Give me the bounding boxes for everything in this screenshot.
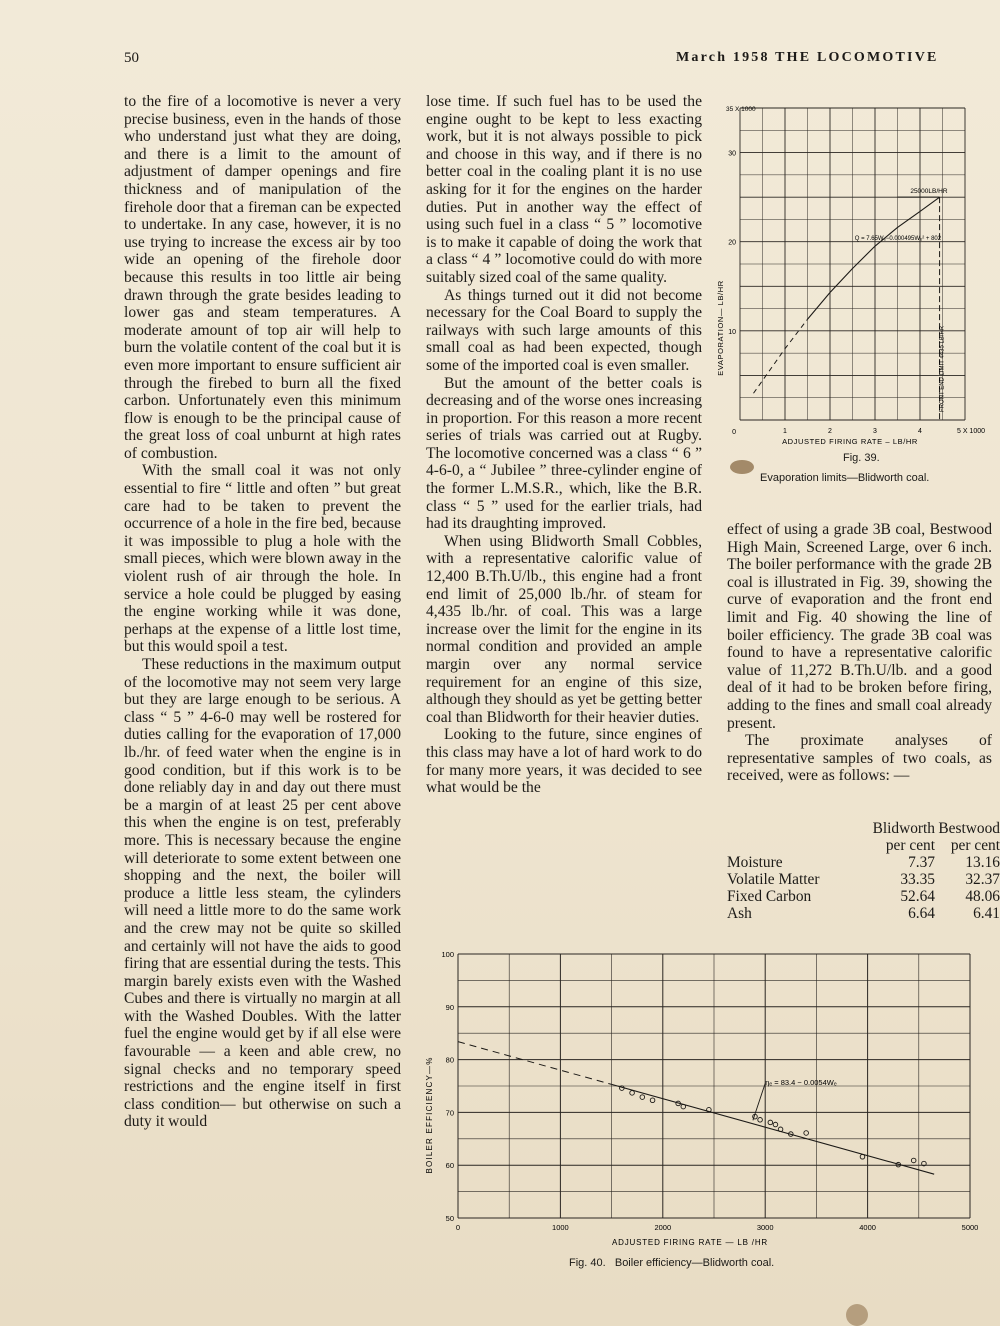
row-label: Moisture [727,854,783,871]
fig40-data-point [911,1158,916,1163]
fig40-equation-annotation: ηₑ = 83.4 − 0.0054Wₑ [765,1077,837,1087]
fig40-data-point [630,1091,635,1096]
text-column-3 [727,521,992,785]
paragraph: Looking to the future, since engines of this class may have a lot of hard work to do for many more years, it was decided to see what would be the [426,726,702,797]
fig39-curve-dashed [754,319,808,393]
paragraph: lose time. If such fuel has to be used the engine ought to be kept to less exacting work, but it is not always possible to pick and choose in this way, and if there is no better coal in the coaling plant it is no use asking for it for the engines on the harder duties. Put in another way the effect of using such fuel in a class “ 5 ” locomotive is to make it capable of doing the work that a class “ 4 ” locomotive could do with more suitably sized coal of the same quality. [426,93,702,286]
fig40-x-tick-label: 1000 [552,1223,569,1232]
fig39-y-tick-label: 30 [728,150,736,158]
cell: 32.37 [965,871,1000,888]
table-row [727,871,1000,888]
col-head-blidworth: Blidworth [872,820,935,837]
fig40-data-point [758,1117,763,1122]
fig39-marks [726,106,985,436]
col-unit: per cent [950,837,1000,854]
ink-smudge [730,460,754,474]
row-label: Fixed Carbon [727,888,812,905]
cell: 13.16 [965,854,1000,871]
fig39-grid [740,108,965,420]
fig39-x-tick-label: 3 [873,428,877,435]
fig40-marks [441,950,978,1232]
fig40-data-point [650,1098,655,1103]
fig40-y-tick-label: 50 [445,1214,454,1223]
fig40-x-tick-label: 4000 [859,1223,876,1232]
fig40-x-axis-label: ADJUSTED FIRING RATE — LB /HR [612,1238,768,1247]
paragraph: The proximate analyses of representative samples of two coals, as received, were as follows: — [727,732,992,785]
ink-smudge [846,1304,868,1326]
fig40-data-point [860,1154,865,1159]
paragraph: When using Blidworth Small Cobbles, with a representative calorific value of 12,400 B.Th.U/lb., this engine had a front end limit of 25,000 lb./hr. of steam for 4,435 lb./hr. of coal. This was a large increase over the limit for the engine in its normal condition and provided an ample margin over any normal service requirement for an engine of this size, although they should as yet be getting better coal than Blidworth for their heavier duties. [426,532,702,726]
fig40-x-tick-label: 2000 [654,1223,672,1232]
fig40-y-tick-label: 80 [445,1055,454,1065]
col-unit: per cent [885,837,935,854]
fig39-x-tick-label: 5 X 1000 [956,428,986,435]
fig40-x-tick-label: 0 [455,1223,461,1232]
paragraph: But the amount of the better coals is decreasing and of the worse ones increasing in proportion. For this reason a more recent series of trials was carried out at Rugby. The locomotive concerned was a class “ 6 ” 4-6-0, a “ Jubilee ” three-cylinder engine of the former L.M.S.R., which, like the B.R. class “ 5 ” used for the earlier trials, had had its draughting improved. [426,374,702,533]
fig39-y-tick-label: 35 X 1000 [726,106,756,113]
fig39-y-tick-label: 10 [728,328,736,336]
cell: 7.37 [908,854,935,871]
fig40-x-tick-label: 3000 [756,1223,774,1232]
fig39-equation-annotation: Q = 7.65Wₑ−0.000495Wₑ² + 802 [854,235,942,242]
table-row [727,854,1000,871]
row-label: Ash [727,905,752,922]
text-column-1 [124,93,401,1131]
fig39-title: Evaporation limits—Blidworth coal. [760,472,930,484]
fig40-data-point [804,1131,809,1136]
running-head: March 1958 THE LOCOMOTIVE [676,50,939,65]
paragraph: effect of using a grade 3B coal, Bestwood High Main, Screened Large, over 6 inch. The boiler performance with the grade 2B coal is illustrated in Fig. 39, showing the curve of evaporation and the front end limit and Fig. 40 showing the line of boiler efficiency. The grade 3B coal was found to have a representative calorific value of 11,272 B.Th.U/lb. and a good deal of it had to be broken before firing, adding to the fines and small coal already present. [727,521,992,732]
fig40-annotation-leader [753,1083,765,1120]
fig39-number: Fig. 39. [843,452,880,464]
text-column-2 [426,93,702,797]
fig39-y-tick-label: 0 [732,429,736,436]
paragraph: With the small coal it was not only essential to fire “ little and often ” but great care had to be taken to prevent the occurrence of a hole in the fire bed, because it was impossible to plug a hole with the small pieces, which were blown away in the violent rush of air through the hole. In service a hole could be plugged by easing the engine working while it was done, perhaps at the expense of a little lost time, but this would spoil a test. [124,462,401,656]
fig39-y-tick-label: 20 [728,239,736,247]
paragraph: As things turned out it did not become necessary for the Coal Board to supply the railways with such large amounts of this small coal as had been expected, though some of the imported coal is even smaller. [426,286,702,374]
fig40-y-tick-label: 70 [445,1108,454,1118]
fig40-data-point [681,1104,686,1109]
fig40-data-point [640,1095,645,1100]
fig40-data-point [768,1120,773,1125]
paragraph: These reductions in the maximum output of the locomotive may not seem very large but they are large enough to be serious. A class “ 5 ” 4-6-0 may well be rostered for duties calling for the evaporation of 17,000 lb./hr. of feed water when the engine is in good condition, but if this work is to be done reliably day in and day out there must be a margin of at least 25 per cent above this when the engine is on test, preferably more. This is necessary because the engine will deteriorate to some extent between one shopping and the next, the boiler will produce a little less steam, the cylinders will need a little more to do the same work and the crew may not be quite so skilled and certainly will not have the aids to good firing that are essential during the tests. This margin barely exists even with the Washed Cubes and there is virtually no margin at all with the Washed Doubles. With the latter fuel the engine would get by if all else were favourable — a keen and able crew, no signal checks and no temporary speed restrictions and the engine itself in first class condition— but otherwise on such a duty it would [124,656,401,1131]
fig40-fit-line-dashed [458,1042,612,1085]
fig39-y-axis-label: EVAPORATION— LB/HR [716,280,725,376]
fig39-point-annotation: 25000LB/HR [910,188,948,196]
fig40-y-tick-label: 90 [445,1002,454,1012]
fig40-boiler-efficiency-chart [420,940,1000,1250]
fig40-y-tick-label: 60 [445,1161,454,1171]
fig39-x-tick-label: 4 [918,428,922,435]
row-label: Volatile Matter [727,871,820,888]
cell: 48.06 [965,888,1000,905]
fig40-grid [458,954,970,1218]
cell: 52.64 [900,888,935,905]
fig39-x-tick-label: 2 [828,428,832,435]
table-row [727,888,1000,905]
fig40-y-axis-label: BOILER EFFICIENCY—% [425,1056,434,1174]
fig40-x-tick-label: 5000 [961,1223,979,1232]
page-number: 50 [124,50,139,66]
col-head-bestwood: Bestwood [938,820,1000,837]
fig40-data-point [773,1122,778,1127]
fig39-evaporation-chart [710,98,1000,448]
fig39-limit-annotation: FRONT END LIMIT 4435 LB/HR [939,325,946,412]
fig40-fit-line [612,1084,935,1174]
cell: 33.35 [900,871,935,888]
cell: 6.64 [908,905,935,922]
paragraph: to the fire of a locomotive is never a very precise business, even in the hands of those who understand just what they are doing, and there is a limit to the amount of adjustment of damper openings and fire thickness and of manipulation of the firehole door that a fireman can be expected to undertake. In any case, however, it is no use trying to increase the excess air by too wide an opening of the firehole door because this results in too little air being drawn through the grate besides leading to lower gas and steam temperatures. A moderate amount of top air will help to burn the volatile content of the coal but it is even more important to ensure sufficient air through the firebed to burn all the fixed carbon. Unfortunately even this minimum flow is enough to be the principal cause of the great loss of coal unburnt at high rates of combustion. [124,93,401,462]
fig40-y-tick-label: 100 [441,950,454,959]
fig40-caption: Fig. 40. Boiler efficiency—Blidworth coal. [569,1257,775,1269]
table-row [727,905,1000,922]
cell: 6.41 [973,905,1000,922]
fig39-x-axis-label: ADJUSTED FIRING RATE – LB/HR [782,437,918,446]
fig39-x-tick-label: 1 [783,428,787,435]
proximate-analysis-table [727,820,1000,922]
